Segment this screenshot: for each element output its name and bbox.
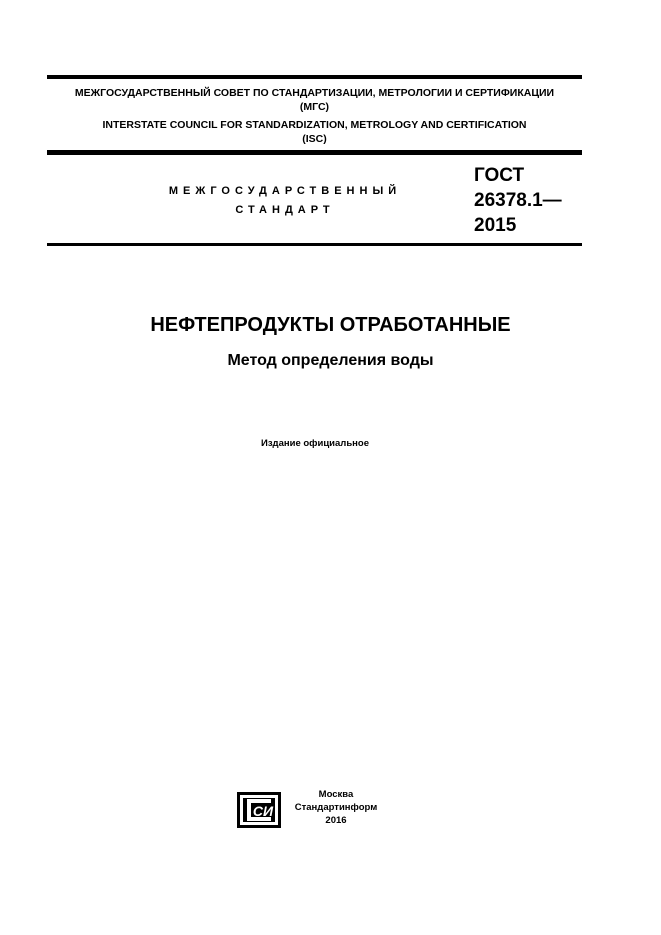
standartinform-logo-icon bbox=[237, 792, 281, 828]
standard-type-line2: СТАНДАРТ bbox=[235, 204, 335, 216]
council-abbr-ru: (МГС) bbox=[299, 101, 330, 113]
council-abbr-en: (ISC) bbox=[302, 133, 327, 145]
document-subtitle: Метод определения воды bbox=[227, 352, 434, 369]
bottom-rule bbox=[47, 243, 582, 246]
svg-text:СИ: СИ bbox=[252, 803, 274, 819]
standard-type-line1: МЕЖГОСУДАРСТВЕННЫЙ bbox=[168, 185, 402, 197]
publisher-imprint bbox=[286, 788, 386, 827]
publisher-city: Москва bbox=[318, 789, 354, 800]
designation-number: 26378.1— bbox=[474, 190, 562, 211]
document-title: НЕФТЕПРОДУКТЫ ОТРАБОТАННЫЕ bbox=[150, 314, 511, 336]
council-name-ru bbox=[47, 86, 582, 114]
designation-year: 2015 bbox=[474, 215, 517, 236]
edition-note: Издание официальное bbox=[261, 438, 369, 449]
designation-prefix: ГОСТ bbox=[474, 165, 525, 186]
top-rule bbox=[47, 75, 582, 79]
standard-designation bbox=[474, 163, 562, 238]
council-name-ru-line: МЕЖГОСУДАРСТВЕННЫЙ СОВЕТ ПО СТАНДАРТИЗАЦИИ, МЕТРОЛОГИИ И СЕРТИФИКАЦИИ bbox=[74, 87, 555, 99]
standard-type bbox=[150, 182, 420, 220]
publication-year: 2016 bbox=[325, 815, 347, 826]
council-name-en bbox=[47, 118, 582, 146]
council-name-en-line: INTERSTATE COUNCIL FOR STANDARDIZATION, METROLOGY AND CERTIFICATION bbox=[102, 119, 527, 131]
publisher-name: Стандартинформ bbox=[294, 802, 378, 813]
middle-rule bbox=[47, 150, 582, 155]
